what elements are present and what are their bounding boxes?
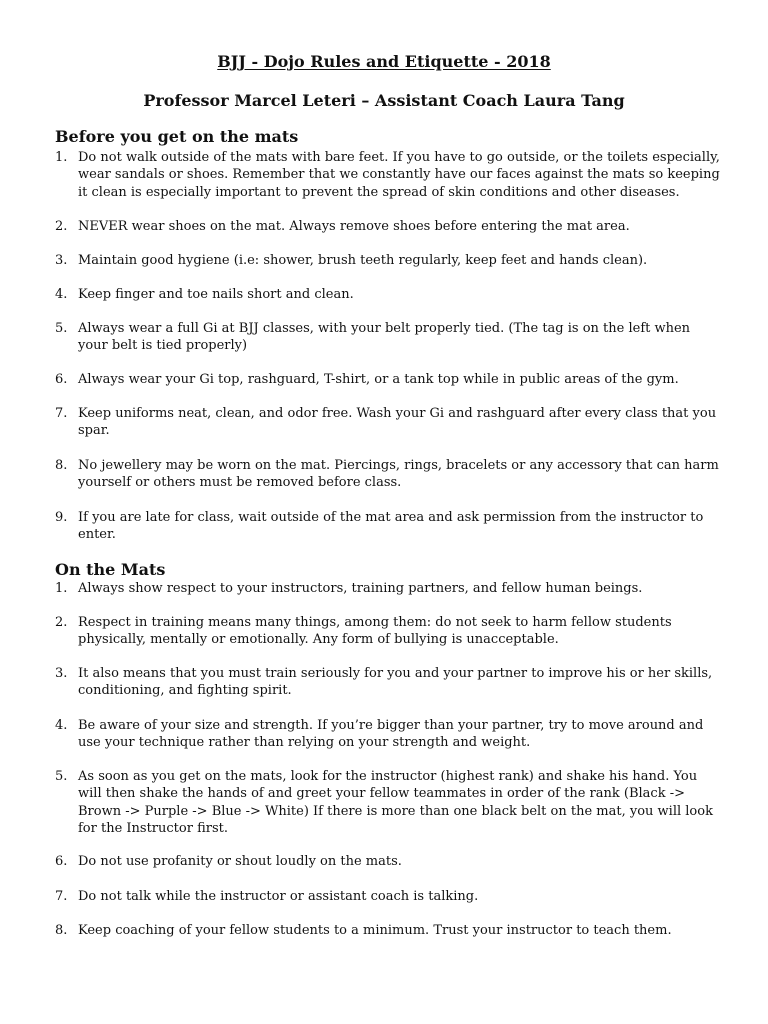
rule-number: 2. [55, 219, 68, 234]
rule-number: 6. [55, 372, 68, 387]
rule-item [55, 853, 720, 870]
document-subtitle: Professor Marcel Leteri – Assistant Coach Laura Tang [143, 91, 625, 110]
rule-item [55, 405, 720, 440]
rule-text: Always wear your Gi top, rashguard, T-shirt, or a tank top while in public areas of the gym. [78, 372, 679, 387]
rule-text: Do not walk outside of the mats with bare feet. If you have to go outside, or the toilets especially, wear sandals or shoes. Remember that we constantly have our faces against the mats so keeping it clean is especially important to prevent the spread of skin conditions and other diseases. [78, 150, 720, 200]
rule-number: 4. [55, 718, 68, 733]
rule-number: 7. [55, 406, 68, 421]
rule-item [55, 371, 720, 388]
rule-number: 1. [55, 581, 68, 596]
rule-number: 5. [55, 769, 68, 784]
rule-number: 9. [55, 510, 68, 525]
rule-item [55, 922, 720, 939]
rule-item [55, 149, 720, 201]
rule-number: 8. [55, 923, 68, 938]
rule-item [55, 614, 720, 649]
rule-text: Do not use profanity or shout loudly on the mats. [78, 854, 402, 869]
rule-text: Keep finger and toe nails short and clean. [78, 287, 354, 302]
rule-item [55, 888, 720, 905]
rule-number: 2. [55, 615, 68, 630]
rule-number: 8. [55, 458, 68, 473]
rule-text: NEVER wear shoes on the mat. Always remove shoes before entering the mat area. [78, 219, 630, 234]
rule-item [55, 320, 720, 355]
rule-item [55, 218, 720, 235]
rule-text: It also means that you must train seriously for you and your partner to improve his or her skills, conditioning, and fighting spirit. [78, 666, 713, 699]
rule-item [55, 509, 720, 544]
section-heading-before-mats: Before you get on the mats [55, 127, 299, 146]
rule-number: 7. [55, 889, 68, 904]
rule-item [55, 286, 720, 303]
rule-item [55, 717, 720, 752]
rule-item [55, 580, 720, 597]
section-heading-on-mats: On the Mats [55, 560, 166, 579]
rule-number: 3. [55, 253, 68, 268]
rule-text: Maintain good hygiene (i.e: shower, brush teeth regularly, keep feet and hands clean). [78, 253, 648, 268]
rule-text: Be aware of your size and strength. If you’re bigger than your partner, try to move around and use your technique rather than relying on your strength and weight. [78, 718, 704, 751]
rule-text: Do not talk while the instructor or assistant coach is talking. [78, 889, 479, 904]
rule-text: As soon as you get on the mats, look for the instructor (highest rank) and shake his hand. You will then shake the hands of and greet your fellow teammates in order of the rank (Black -> Brown -> Purple -> Blue -> White) If there is more than one black belt on the mat, you will look for the Instructor first. [78, 769, 713, 837]
rule-item [55, 665, 720, 700]
rule-number: 3. [55, 666, 68, 681]
rule-text: Keep uniforms neat, clean, and odor free. Wash your Gi and rashguard after every class that you spar. [78, 406, 717, 439]
rule-text: No jewellery may be worn on the mat. Piercings, rings, bracelets or any accessory that can harm yourself or others must be removed before class. [78, 458, 719, 491]
rule-text: If you are late for class, wait outside of the mat area and ask permission from the instructor to enter. [78, 510, 704, 543]
rule-text: Always show respect to your instructors, training partners, and fellow human beings. [78, 581, 643, 596]
rule-item [55, 768, 720, 838]
document-title: BJJ - Dojo Rules and Etiquette - 2018 [217, 52, 551, 71]
rule-number: 4. [55, 287, 68, 302]
rule-number: 1. [55, 150, 68, 165]
rule-text: Always wear a full Gi at BJJ classes, with your belt properly tied. (The tag is on the left when your belt is tied properly) [78, 321, 691, 354]
rule-text: Keep coaching of your fellow students to a minimum. Trust your instructor to teach them. [78, 923, 672, 938]
rule-number: 6. [55, 854, 68, 869]
rule-number: 5. [55, 321, 68, 336]
rule-item [55, 252, 720, 269]
rule-item [55, 457, 720, 492]
rule-text: Respect in training means many things, among them: do not seek to harm fellow students physically, mentally or emotionally. Any form of bullying is unacceptable. [78, 615, 672, 648]
